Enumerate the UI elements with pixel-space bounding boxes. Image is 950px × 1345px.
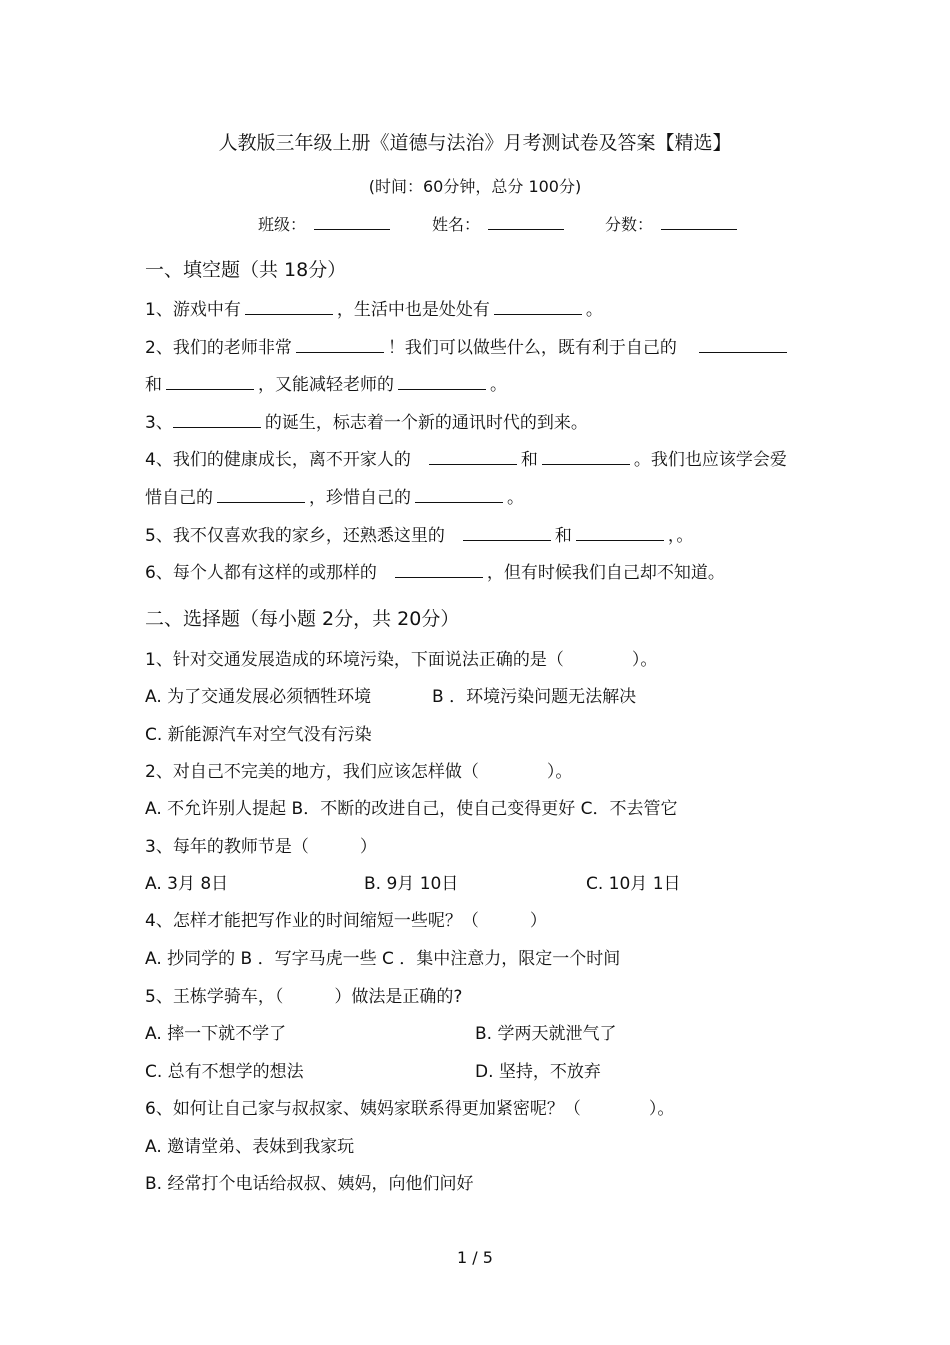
choice-5-option-d: D. 坚持，不放弃 <box>475 1062 601 1082</box>
choice-1-option-b: B ．环境污染问题无法解决 <box>432 687 637 707</box>
choice-question-5: 5、王栋学骑车，（ ）做法是正确的? <box>145 987 463 1007</box>
choice-3-option-c: C. 10月 1日 <box>586 874 681 894</box>
choice-1-option-a: A. 为了交通发展必须牺牲环境 <box>145 687 372 707</box>
question-1: 1、游戏中有 ，生活中也是处处有 。 <box>145 300 603 320</box>
choice-4-options: A. 抄同学的 B ．写字马虎一些 C ．集中注意力，限定一个时间 <box>145 949 621 969</box>
name-field: 姓名： <box>432 212 564 235</box>
question-4-cont: 惜自己的 ，珍惜自己的 。 <box>145 488 524 508</box>
page-title: 人教版三年级上册《道德与法治》月考测试卷及答案【精选】 <box>218 132 732 154</box>
choice-6-option-b: B. 经常打个电话给叔叔、姨妈，向他们问好 <box>145 1174 474 1194</box>
question-6: 6、每个人都有这样的或那样的 ，但有时候我们自己却不知道。 <box>145 563 725 583</box>
choice-question-6: 6、如何让自己家与叔叔家、姨妈家联系得更加紧密呢？（ ）。 <box>145 1099 675 1119</box>
choice-3-option-a: A. 3月 8日 <box>145 874 229 894</box>
section-choice-heading: 二、选择题（每小题 2分，共 20分） <box>145 608 460 630</box>
choice-question-2: 2、对自己不完美的地方，我们应该怎样做（ ）。 <box>145 762 573 782</box>
page-number: 1 / 5 <box>457 1248 493 1267</box>
question-3: 3、 的诞生，标志着一个新的通讯时代的到来。 <box>145 413 588 433</box>
choice-2-options: A. 不允许别人提起 B．不断的改进自己，使自己变得更好 C．不去管它 <box>145 799 678 819</box>
choice-3-option-b: B. 9月 10日 <box>364 874 459 894</box>
section-fill-blank-heading: 一、填空题（共 18分） <box>145 259 347 281</box>
question-5: 5、我不仅喜欢我的家乡，还熟悉这里的 和 ，。 <box>145 526 694 546</box>
choice-5-option-b: B. 学两天就泄气了 <box>475 1024 617 1044</box>
choice-6-option-a: A. 邀请堂弟、表妹到我家玩 <box>145 1137 355 1157</box>
choice-5-option-a: A. 摔一下就不学了 <box>145 1024 287 1044</box>
exam-meta: (时间：60分钟，总分 100分) <box>368 177 582 196</box>
choice-question-3: 3、每年的教师节是（ ） <box>145 837 377 857</box>
choice-question-1: 1、针对交通发展造成的环境污染，下面说法正确的是（ ）。 <box>145 650 658 670</box>
score-field: 分数： <box>605 212 737 235</box>
choice-1-option-c: C. 新能源汽车对空气没有污染 <box>145 725 372 745</box>
question-2: 2、我们的老师非常 ！我们可以做些什么，既有利于自己的 <box>145 336 791 360</box>
question-4: 4、我们的健康成长，离不开家人的 和 。我们也应该学会爱 <box>145 450 787 470</box>
class-field: 班级： <box>258 212 390 235</box>
choice-question-4: 4、怎样才能把写作业的时间缩短一些呢？（ ） <box>145 911 547 931</box>
question-2-cont: 和 ，又能减轻老师的 。 <box>145 375 507 395</box>
choice-5-option-c: C. 总有不想学的想法 <box>145 1062 304 1082</box>
